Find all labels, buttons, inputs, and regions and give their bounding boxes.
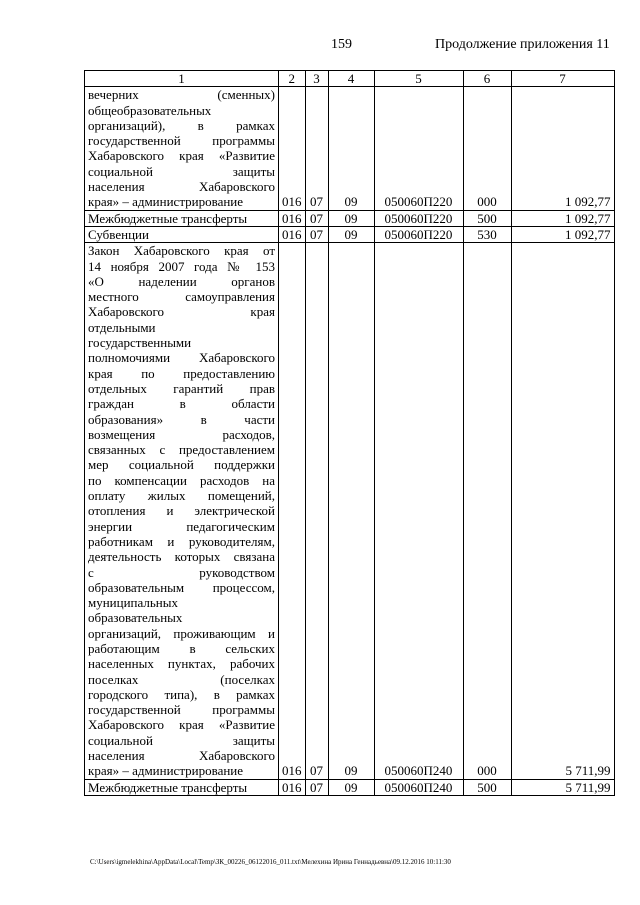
column-header: 4 bbox=[328, 71, 374, 87]
budget-table bbox=[84, 70, 615, 796]
description-line: полномочиями Хабаровского bbox=[88, 350, 275, 366]
row-description bbox=[85, 87, 279, 210]
description-line: городского типа), в рамках bbox=[88, 686, 275, 702]
description-line: Закон Хабаровского края от bbox=[88, 243, 275, 259]
subsection-code: 09 bbox=[328, 779, 374, 795]
description-line: образования» в части bbox=[88, 411, 275, 427]
target-article-code: 050060П220 bbox=[374, 87, 463, 210]
chapter-code: 016 bbox=[279, 226, 306, 242]
target-article-code: 050060П240 bbox=[374, 779, 463, 795]
description-line: населенных пунктах, рабочих bbox=[88, 656, 275, 672]
description-line: государственными bbox=[88, 335, 192, 351]
file-path-footer: C:\Users\igmelekhina\AppData\Local\Temp\ЗК_00226_06122016_011.txt\Мелехина Ирина Геннадьевна\09.12.2016 10:11:30 bbox=[90, 858, 451, 866]
description-line: связанных с предоставлением bbox=[88, 442, 275, 458]
description-line: муниципальных bbox=[88, 595, 179, 611]
column-header: 1 bbox=[85, 71, 279, 87]
description-line: Хабаровского края «Развитие bbox=[88, 717, 275, 733]
description-line: Межбюджетные трансферты bbox=[88, 210, 248, 226]
description-line: с руководством bbox=[88, 564, 275, 580]
column-header: 2 bbox=[279, 71, 306, 87]
table-row bbox=[85, 243, 615, 779]
chapter-code: 016 bbox=[279, 87, 306, 210]
description-line: отопления и электрической bbox=[88, 503, 275, 519]
section-code: 07 bbox=[305, 87, 328, 210]
table-row bbox=[85, 226, 615, 242]
description-line: организаций), в рамках bbox=[88, 117, 275, 133]
amount-value: 1 092,77 bbox=[511, 210, 614, 226]
description-line: энергии педагогическим bbox=[88, 518, 275, 534]
description-line: отдельных гарантий прав bbox=[88, 380, 275, 396]
appendix-note: Продолжение приложения 11 bbox=[435, 37, 610, 52]
description-line: общеобразовательных bbox=[88, 102, 212, 118]
subsection-code: 09 bbox=[328, 87, 374, 210]
chapter-code: 016 bbox=[279, 779, 306, 795]
table-header-row bbox=[85, 71, 615, 87]
expense-type-code: 500 bbox=[463, 210, 511, 226]
expense-type-code: 000 bbox=[463, 87, 511, 210]
description-line: мер социальной поддержки bbox=[88, 457, 275, 473]
description-line: Хабаровского края bbox=[88, 304, 275, 320]
description-line: вечерних (сменных) bbox=[88, 87, 275, 103]
amount-value: 5 711,99 bbox=[511, 243, 614, 779]
subsection-code: 09 bbox=[328, 226, 374, 242]
table-row bbox=[85, 779, 615, 795]
section-code: 07 bbox=[305, 210, 328, 226]
description-line: по компенсации расходов на bbox=[88, 472, 275, 488]
description-line: населения Хабаровского bbox=[88, 179, 275, 195]
chapter-code: 016 bbox=[279, 243, 306, 779]
description-line: деятельность которых связана bbox=[88, 549, 275, 565]
description-line: отдельными bbox=[88, 319, 156, 335]
description-line: граждан в области bbox=[88, 396, 275, 412]
description-line: Хабаровского края «Развитие bbox=[88, 148, 275, 164]
target-article-code: 050060П220 bbox=[374, 226, 463, 242]
expense-type-code: 500 bbox=[463, 779, 511, 795]
table-row bbox=[85, 210, 615, 226]
description-line: государственной программы bbox=[88, 702, 275, 718]
description-line: местного самоуправления bbox=[88, 289, 275, 305]
subsection-code: 09 bbox=[328, 243, 374, 779]
description-line: образовательным процессом, bbox=[88, 579, 275, 595]
table-row bbox=[85, 87, 615, 210]
subsection-code: 09 bbox=[328, 210, 374, 226]
amount-value: 1 092,77 bbox=[511, 226, 614, 242]
description-line: оплату жилых помещений, bbox=[88, 488, 275, 504]
description-line: края по предоставлению bbox=[88, 365, 275, 381]
amount-value: 5 711,99 bbox=[511, 779, 614, 795]
column-header: 6 bbox=[463, 71, 511, 87]
description-line: государственной программы bbox=[88, 133, 275, 149]
description-line: 14 ноября 2007 года № 153 bbox=[88, 258, 275, 274]
description-line: населения Хабаровского bbox=[88, 748, 275, 764]
description-line: работникам и руководителям, bbox=[88, 533, 275, 549]
description-line: края» – администрирование bbox=[88, 194, 244, 210]
description-line: возмещения расходов, bbox=[88, 426, 275, 442]
chapter-code: 016 bbox=[279, 210, 306, 226]
description-line: Субвенции bbox=[88, 226, 149, 242]
target-article-code: 050060П220 bbox=[374, 210, 463, 226]
description-line: работающим в сельских bbox=[88, 640, 275, 656]
description-line: организаций, проживающим и bbox=[88, 625, 275, 641]
target-article-code: 050060П240 bbox=[374, 243, 463, 779]
expense-type-code: 000 bbox=[463, 243, 511, 779]
description-line: социальной защиты bbox=[88, 732, 275, 748]
row-description bbox=[85, 226, 279, 242]
column-header: 5 bbox=[374, 71, 463, 87]
description-line: «О наделении органов bbox=[88, 273, 275, 289]
description-line: Межбюджетные трансферты bbox=[88, 779, 248, 795]
description-line: образовательных bbox=[88, 610, 183, 626]
expense-type-code: 530 bbox=[463, 226, 511, 242]
amount-value: 1 092,77 bbox=[511, 87, 614, 210]
page-number: 159 bbox=[331, 37, 352, 52]
row-description bbox=[85, 779, 279, 795]
description-line: поселках (поселках bbox=[88, 671, 275, 687]
section-code: 07 bbox=[305, 243, 328, 779]
row-description bbox=[85, 243, 279, 779]
column-header: 3 bbox=[305, 71, 328, 87]
description-line: края» – администрирование bbox=[88, 763, 244, 779]
section-code: 07 bbox=[305, 779, 328, 795]
section-code: 07 bbox=[305, 226, 328, 242]
row-description bbox=[85, 210, 279, 226]
column-header: 7 bbox=[511, 71, 614, 87]
description-line: социальной защиты bbox=[88, 163, 275, 179]
